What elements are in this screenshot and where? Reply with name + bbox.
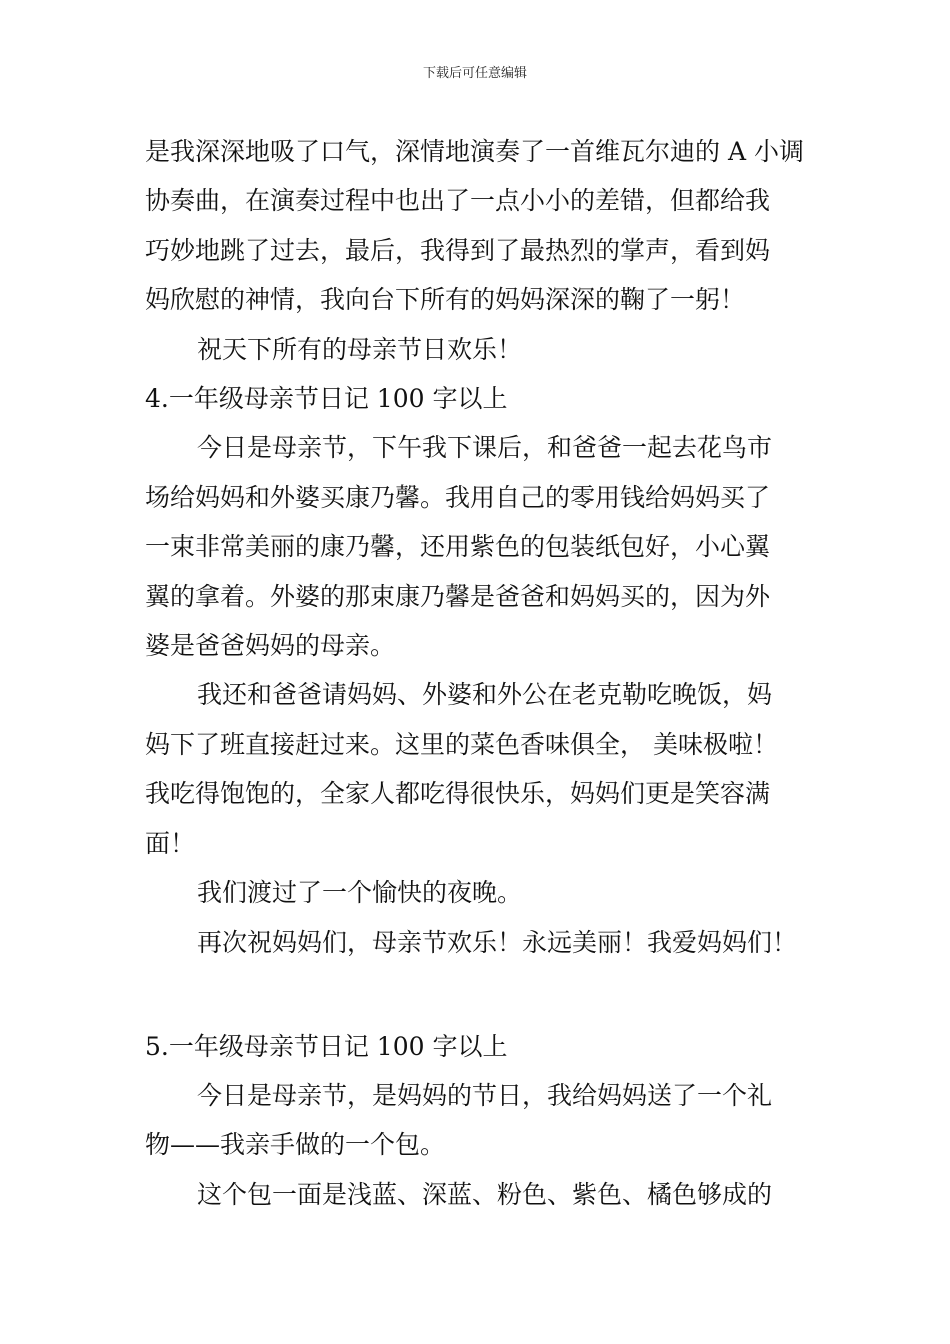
paragraph-line: 面！ — [145, 829, 196, 858]
paragraph-line: 巧妙地跳了过去，最后，我得到了最热烈的掌声，看到妈 — [145, 236, 771, 265]
paragraph-line: 我还和爸爸请妈妈、外婆和外公在老克勒吃晚饭，妈 — [197, 680, 773, 709]
paragraph-line: 今日是母亲节，下午我下课后，和爸爸一起去花鸟市 — [197, 433, 773, 462]
paragraph-line: 一束非常美丽的康乃馨，还用紫色的包装纸包好，小心翼 — [145, 532, 771, 561]
paragraph-line: 婆是爸爸妈妈的母亲。 — [145, 631, 396, 660]
paragraph-line: 翼的拿着。外婆的那束康乃馨是爸爸和妈妈买的，因为外 — [145, 582, 771, 611]
paragraph-line: 妈下了班直接赶过来。这里的菜色香味俱全， 美味极啦！ — [145, 730, 778, 759]
paragraph-line: 妈欣慰的神情，我向台下所有的妈妈深深的鞠了一躬！ — [145, 285, 746, 314]
paragraph-line: 场给妈妈和外婆买康乃馨。我用自己的零用钱给妈妈买了 — [145, 483, 771, 512]
paragraph-line: 这个包一面是浅蓝、深蓝、粉色、紫色、橘色够成的 — [197, 1180, 773, 1209]
paragraph-line: 是我深深地吸了口气，深情地演奏了一首维瓦尔迪的 A 小调 — [145, 137, 804, 166]
page-header: 下载后可任意编辑 — [422, 66, 527, 81]
paragraph-line: 再次祝妈妈们，母亲节欢乐！永远美丽！我爱妈妈们！ — [197, 928, 798, 957]
paragraph-line: 我们渡过了一个愉快的夜晚。 — [197, 878, 523, 907]
section-heading: 4.一年级母亲节日记 100 字以上 — [145, 384, 508, 413]
paragraph-line: 我吃得饱饱的，全家人都吃得很快乐，妈妈们更是笑容满 — [145, 779, 771, 808]
paragraph-line: 祝天下所有的母亲节日欢乐！ — [197, 335, 523, 364]
paragraph-line: 今日是母亲节，是妈妈的节日，我给妈妈送了一个礼 — [197, 1081, 773, 1110]
paragraph-line: 物——我亲手做的一个包。 — [145, 1130, 446, 1159]
section-heading: 5.一年级母亲节日记 100 字以上 — [145, 1032, 508, 1061]
paragraph-line: 协奏曲，在演奏过程中也出了一点小小的差错，但都给我 — [145, 186, 771, 215]
